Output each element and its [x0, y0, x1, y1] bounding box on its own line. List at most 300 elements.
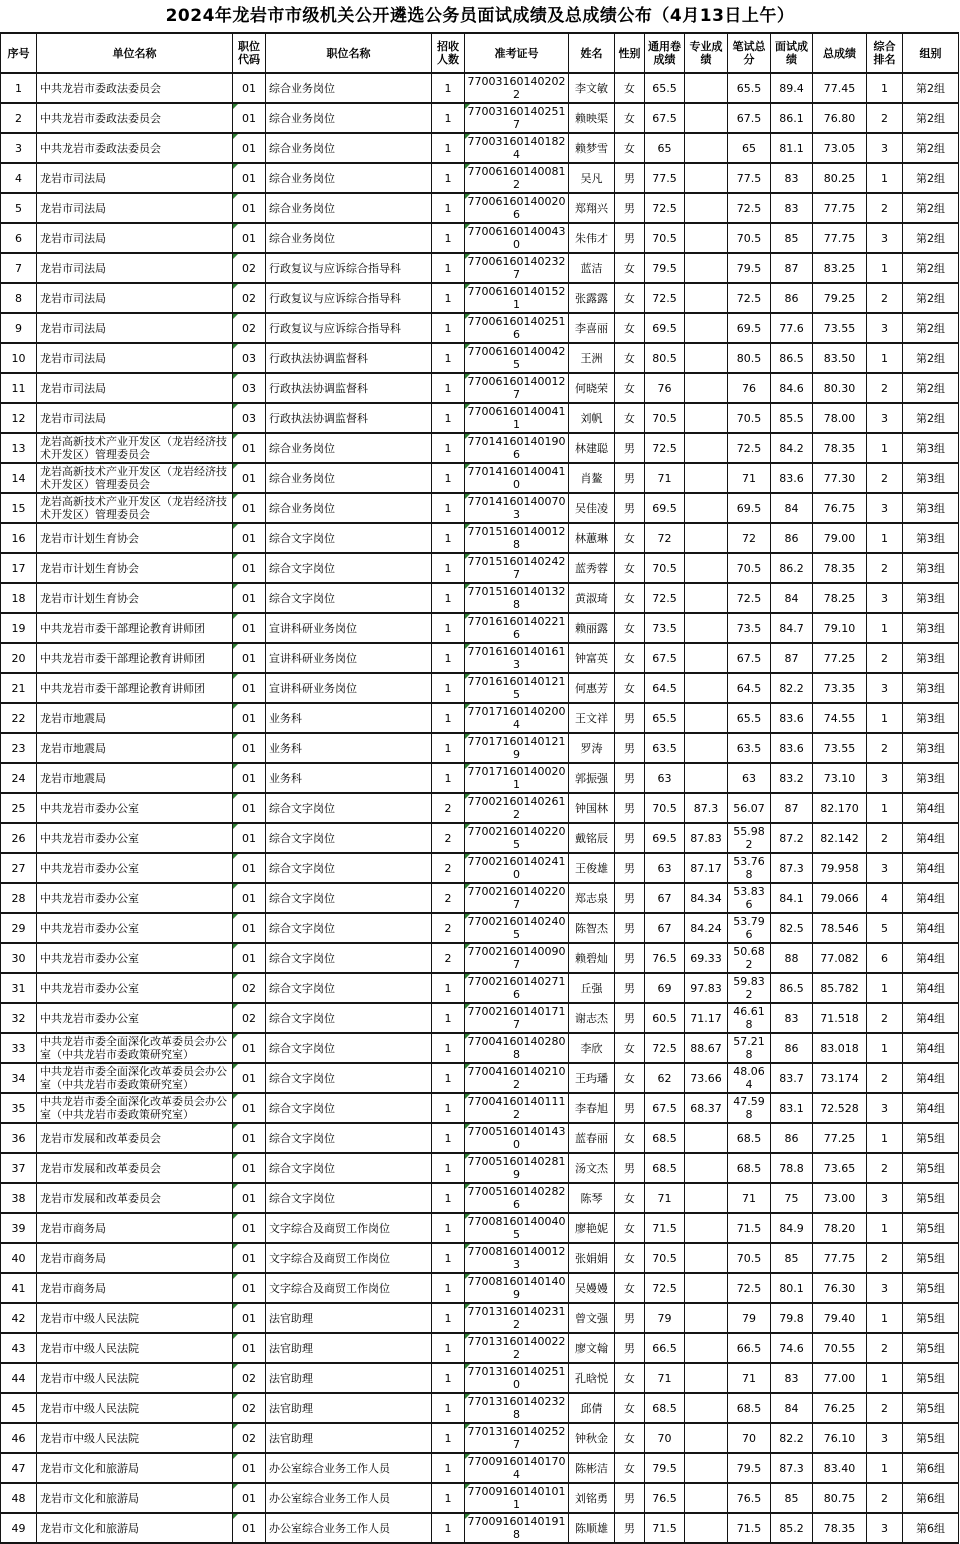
table-cell — [685, 193, 728, 223]
table-row — [1, 223, 959, 253]
table-cell: 11 — [1, 373, 37, 403]
column-header-8: 通用卷成绩 — [645, 33, 685, 73]
table-row — [1, 1243, 959, 1273]
table-cell: 2 — [867, 1243, 903, 1273]
table-cell: 770131601402328 — [465, 1393, 569, 1423]
table-cell: 69.33 — [685, 943, 728, 973]
table-cell: 1 — [432, 493, 465, 523]
table-cell: 综合文字岗位 — [266, 1153, 432, 1183]
table-cell: 龙岩市司法局 — [37, 403, 233, 433]
table-cell: 王文祥 — [569, 703, 615, 733]
cell-flag-triangle-icon — [233, 824, 238, 829]
table-cell: 3 — [867, 673, 903, 703]
table-cell: 78.00 — [813, 403, 867, 433]
table-cell: 01 — [233, 913, 266, 943]
table-cell: 综合业务岗位 — [266, 73, 432, 103]
table-cell: 01 — [233, 1063, 266, 1093]
table-cell: 72.5 — [728, 283, 771, 313]
cell-flag-triangle-icon — [233, 224, 238, 229]
table-cell: 综合文字岗位 — [266, 823, 432, 853]
table-cell: 龙岩市中级人民法院 — [37, 1303, 233, 1333]
table-cell: 79.8 — [771, 1303, 813, 1333]
table-cell: 88 — [771, 943, 813, 973]
table-cell: 87.3 — [771, 1453, 813, 1483]
cell-flag-triangle-icon — [233, 584, 238, 589]
table-cell — [685, 1363, 728, 1393]
table-cell: 72.5 — [645, 1273, 685, 1303]
table-cell: 770081601400405 — [465, 1213, 569, 1243]
table-cell: 770031601402022 — [465, 73, 569, 103]
table-cell: 85.5 — [771, 403, 813, 433]
table-cell: 83.018 — [813, 1033, 867, 1063]
cell-flag-triangle-icon — [465, 1304, 470, 1309]
table-cell: 第2组 — [903, 103, 959, 133]
table-cell: 68.5 — [728, 1123, 771, 1153]
table-cell: 综合文字岗位 — [266, 1033, 432, 1063]
table-cell: 73.10 — [813, 763, 867, 793]
table-cell — [685, 1513, 728, 1543]
table-cell: 86.2 — [771, 553, 813, 583]
table-cell: 1 — [867, 793, 903, 823]
table-cell: 陈琴 — [569, 1183, 615, 1213]
table-row — [1, 763, 959, 793]
table-cell: 01 — [233, 1153, 266, 1183]
table-cell: 01 — [233, 1213, 266, 1243]
table-cell: 行政执法协调监督科 — [266, 373, 432, 403]
table-cell: 85.782 — [813, 973, 867, 1003]
table-cell: 770061601401521 — [465, 283, 569, 313]
table-cell: 68.5 — [645, 1123, 685, 1153]
table-cell: 2 — [867, 823, 903, 853]
table-cell: 770061601400425 — [465, 343, 569, 373]
table-cell: 男 — [615, 493, 645, 523]
table-cell: 1 — [867, 343, 903, 373]
table-cell: 第3组 — [903, 523, 959, 553]
table-cell: 76 — [728, 373, 771, 403]
column-header-11: 面试成绩 — [771, 33, 813, 73]
table-cell: 1 — [432, 673, 465, 703]
cell-flag-triangle-icon — [465, 134, 470, 139]
cell-flag-triangle-icon — [465, 1484, 470, 1489]
column-header-6: 姓名 — [569, 33, 615, 73]
column-header-2: 职位代码 — [233, 33, 266, 73]
table-cell: 77.00 — [813, 1363, 867, 1393]
table-row — [1, 1153, 959, 1183]
cell-flag-triangle-icon — [465, 614, 470, 619]
table-cell: 第6组 — [903, 1513, 959, 1543]
table-cell: 男 — [615, 793, 645, 823]
table-row — [1, 1003, 959, 1033]
table-cell: 65.5 — [728, 73, 771, 103]
table-cell — [685, 1123, 728, 1153]
table-cell: 770091601401704 — [465, 1453, 569, 1483]
cell-flag-triangle-icon — [233, 944, 238, 949]
table-row — [1, 1363, 959, 1393]
cell-flag-triangle-icon — [465, 974, 470, 979]
table-cell: 74.55 — [813, 703, 867, 733]
table-cell: 综合文字岗位 — [266, 793, 432, 823]
table-cell: 第2组 — [903, 133, 959, 163]
table-cell: 2 — [867, 103, 903, 133]
table-cell: 84 — [771, 583, 813, 613]
column-header-9: 专业成绩 — [685, 33, 728, 73]
table-cell: 中共龙岩市委全面深化改革委员会办公室（中共龙岩市委政策研究室） — [37, 1063, 233, 1093]
table-cell: 770061601400430 — [465, 223, 569, 253]
table-cell: 廖文翰 — [569, 1333, 615, 1363]
table-cell: 朱伟才 — [569, 223, 615, 253]
table-cell: 77.30 — [813, 463, 867, 493]
table-cell: 男 — [615, 1513, 645, 1543]
table-cell: 12 — [1, 403, 37, 433]
table-cell: 83.6 — [771, 703, 813, 733]
table-cell: 女 — [615, 253, 645, 283]
table-cell: 赖梦雪 — [569, 133, 615, 163]
table-cell: 70.5 — [728, 1243, 771, 1273]
table-cell: 李欣 — [569, 1033, 615, 1063]
cell-flag-triangle-icon — [233, 1094, 238, 1099]
table-cell: 吴佳凌 — [569, 493, 615, 523]
table-cell: 14 — [1, 463, 37, 493]
table-cell: 78.25 — [813, 583, 867, 613]
table-row — [1, 643, 959, 673]
cell-flag-triangle-icon — [233, 644, 238, 649]
table-cell: 女 — [615, 643, 645, 673]
table-cell: 76.75 — [813, 493, 867, 523]
table-cell: 70.5 — [645, 1243, 685, 1273]
cell-flag-triangle-icon — [465, 494, 470, 499]
table-cell: 第3组 — [903, 433, 959, 463]
table-cell: 770091601401918 — [465, 1513, 569, 1543]
table-cell: 78.20 — [813, 1213, 867, 1243]
table-cell: 男 — [615, 823, 645, 853]
table-cell: 龙岩市司法局 — [37, 253, 233, 283]
cell-flag-triangle-icon — [465, 914, 470, 919]
table-cell: 79.00 — [813, 523, 867, 553]
table-cell: 770021601402207 — [465, 883, 569, 913]
table-cell: 男 — [615, 913, 645, 943]
table-cell: 1 — [432, 733, 465, 763]
table-cell: 行政执法协调监督科 — [266, 343, 432, 373]
table-cell: 83 — [771, 1363, 813, 1393]
table-cell: 71.5 — [728, 1213, 771, 1243]
cell-flag-triangle-icon — [233, 1244, 238, 1249]
table-cell: 龙岩市发展和改革委员会 — [37, 1153, 233, 1183]
table-cell — [685, 1183, 728, 1213]
table-cell: 01 — [233, 583, 266, 613]
table-cell: 黄淑琦 — [569, 583, 615, 613]
table-cell: 8 — [1, 283, 37, 313]
table-cell: 84.6 — [771, 373, 813, 403]
table-cell: 第4组 — [903, 973, 959, 1003]
table-cell — [685, 673, 728, 703]
table-cell: 女 — [615, 343, 645, 373]
table-cell: 77.082 — [813, 943, 867, 973]
table-cell: 01 — [233, 1483, 266, 1513]
table-cell: 01 — [233, 433, 266, 463]
table-cell: 31 — [1, 973, 37, 1003]
table-cell: 龙岩市司法局 — [37, 283, 233, 313]
table-cell: 1 — [432, 1093, 465, 1123]
table-cell: 1 — [432, 433, 465, 463]
table-cell: 70.5 — [728, 403, 771, 433]
table-cell: 770051601402826 — [465, 1183, 569, 1213]
table-cell: 73.66 — [685, 1063, 728, 1093]
table-cell: 女 — [615, 1273, 645, 1303]
table-cell: 77.25 — [813, 643, 867, 673]
table-cell: 1 — [867, 973, 903, 1003]
table-cell: 1 — [867, 253, 903, 283]
table-cell: 77.5 — [645, 163, 685, 193]
table-cell: 第4组 — [903, 823, 959, 853]
table-cell: 综合业务岗位 — [266, 433, 432, 463]
table-cell: 1 — [432, 613, 465, 643]
table-cell: 5 — [867, 913, 903, 943]
table-cell: 龙岩市计划生育协会 — [37, 583, 233, 613]
table-cell: 770131601402527 — [465, 1423, 569, 1453]
table-cell: 综合文字岗位 — [266, 1093, 432, 1123]
table-cell: 第5组 — [903, 1363, 959, 1393]
table-cell: 第3组 — [903, 763, 959, 793]
table-cell: 龙岩市司法局 — [37, 373, 233, 403]
table-cell: 3 — [867, 403, 903, 433]
cell-flag-triangle-icon — [465, 764, 470, 769]
table-row — [1, 583, 959, 613]
table-cell: 2 — [867, 733, 903, 763]
table-cell: 7 — [1, 253, 37, 283]
table-cell: 女 — [615, 313, 645, 343]
table-cell: 第6组 — [903, 1483, 959, 1513]
table-cell: 1 — [432, 1213, 465, 1243]
table-cell: 770021601402405 — [465, 913, 569, 943]
table-cell: 770041601402102 — [465, 1063, 569, 1093]
table-cell: 第2组 — [903, 193, 959, 223]
table-cell: 86 — [771, 1123, 813, 1153]
table-cell: 女 — [615, 1183, 645, 1213]
table-cell: 71 — [728, 1363, 771, 1393]
table-cell: 63 — [728, 763, 771, 793]
table-cell: 85 — [771, 223, 813, 253]
table-cell: 87.83 — [685, 823, 728, 853]
table-cell: 770021601402410 — [465, 853, 569, 883]
table-cell: 74.6 — [771, 1333, 813, 1363]
table-cell: 陈彬洁 — [569, 1453, 615, 1483]
cell-flag-triangle-icon — [465, 734, 470, 739]
table-cell — [685, 163, 728, 193]
table-cell: 63 — [645, 763, 685, 793]
table-cell: 76.30 — [813, 1273, 867, 1303]
table-cell: 第6组 — [903, 1453, 959, 1483]
table-cell: 01 — [233, 523, 266, 553]
table-cell: 01 — [233, 943, 266, 973]
table-cell: 84.24 — [685, 913, 728, 943]
table-cell: 01 — [233, 103, 266, 133]
table-cell — [685, 403, 728, 433]
table-cell: 第2组 — [903, 253, 959, 283]
table-cell: 2 — [867, 1393, 903, 1423]
column-header-10: 笔试总分 — [728, 33, 771, 73]
table-cell: 5 — [1, 193, 37, 223]
cell-flag-triangle-icon — [233, 554, 238, 559]
table-cell: 女 — [615, 1213, 645, 1243]
table-header — [1, 33, 959, 73]
table-cell: 龙岩市中级人民法院 — [37, 1393, 233, 1423]
table-cell: 72.5 — [645, 1033, 685, 1063]
table-cell: 47 — [1, 1453, 37, 1483]
table-cell: 第3组 — [903, 493, 959, 523]
table-cell: 中共龙岩市委政法委员会 — [37, 133, 233, 163]
table-cell: 宣讲科研业务岗位 — [266, 613, 432, 643]
table-cell: 43 — [1, 1333, 37, 1363]
table-cell: 龙岩高新技术产业开发区（龙岩经济技术开发区）管理委员会 — [37, 463, 233, 493]
table-cell: 01 — [233, 643, 266, 673]
table-cell: 76.10 — [813, 1423, 867, 1453]
table-cell: 男 — [615, 883, 645, 913]
table-cell: 76 — [645, 373, 685, 403]
table-cell: 综合文字岗位 — [266, 853, 432, 883]
cell-flag-triangle-icon — [233, 374, 238, 379]
table-row — [1, 613, 959, 643]
table-cell: 83.6 — [771, 733, 813, 763]
table-cell: 770061601402516 — [465, 313, 569, 343]
table-cell: 02 — [233, 283, 266, 313]
table-row — [1, 973, 959, 1003]
table-cell: 770131601402510 — [465, 1363, 569, 1393]
column-header-1: 单位名称 — [37, 33, 233, 73]
table-cell: 综合文字岗位 — [266, 1183, 432, 1213]
table-cell: 1 — [432, 523, 465, 553]
table-cell: 1 — [867, 613, 903, 643]
table-cell: 01 — [233, 823, 266, 853]
table-cell: 王俊雄 — [569, 853, 615, 883]
table-cell: 02 — [233, 1423, 266, 1453]
table-cell: 综合文字岗位 — [266, 1003, 432, 1033]
table-cell: 中共龙岩市委办公室 — [37, 973, 233, 1003]
table-cell: 85.2 — [771, 1513, 813, 1543]
table-body — [1, 73, 959, 1543]
table-cell: 6 — [867, 943, 903, 973]
table-cell: 87.3 — [685, 793, 728, 823]
table-cell: 03 — [233, 343, 266, 373]
cell-flag-triangle-icon — [233, 164, 238, 169]
table-cell: 770031601402517 — [465, 103, 569, 133]
table-cell: 70.5 — [645, 403, 685, 433]
table-cell: 67.5 — [645, 1093, 685, 1123]
table-row — [1, 793, 959, 823]
table-cell: 48 — [1, 1483, 37, 1513]
table-cell — [685, 103, 728, 133]
table-cell: 47.598 — [728, 1093, 771, 1123]
table-cell: 男 — [615, 973, 645, 1003]
table-cell: 1 — [432, 1123, 465, 1153]
table-cell: 郑志泉 — [569, 883, 615, 913]
table-cell: 第3组 — [903, 673, 959, 703]
table-cell: 83.40 — [813, 1453, 867, 1483]
cell-flag-triangle-icon — [465, 374, 470, 379]
table-cell: 70.5 — [728, 553, 771, 583]
table-cell: 03 — [233, 373, 266, 403]
table-cell: 82.142 — [813, 823, 867, 853]
table-cell: 770051601402819 — [465, 1153, 569, 1183]
table-row — [1, 313, 959, 343]
table-cell: 第4组 — [903, 1093, 959, 1123]
table-cell — [685, 643, 728, 673]
table-cell: 办公室综合业务工作人员 — [266, 1483, 432, 1513]
table-cell: 第5组 — [903, 1303, 959, 1333]
table-cell: 2 — [867, 553, 903, 583]
table-cell: 6 — [1, 223, 37, 253]
cell-flag-triangle-icon — [465, 1124, 470, 1129]
table-cell: 87.3 — [771, 853, 813, 883]
table-cell: 谢志杰 — [569, 1003, 615, 1033]
table-cell: 01 — [233, 73, 266, 103]
column-header-12: 总成绩 — [813, 33, 867, 73]
table-cell: 陈智杰 — [569, 913, 615, 943]
table-cell: 李喜丽 — [569, 313, 615, 343]
table-cell: 1 — [432, 1063, 465, 1093]
table-cell: 73.65 — [813, 1153, 867, 1183]
table-cell: 55.982 — [728, 823, 771, 853]
table-cell: 综合业务岗位 — [266, 463, 432, 493]
table-cell: 80.30 — [813, 373, 867, 403]
table-cell: 邱倩 — [569, 1393, 615, 1423]
table-cell: 72.5 — [645, 283, 685, 313]
table-row — [1, 193, 959, 223]
table-cell: 72.5 — [728, 193, 771, 223]
table-cell: 01 — [233, 703, 266, 733]
table-cell: 53.768 — [728, 853, 771, 883]
table-cell: 2 — [867, 193, 903, 223]
table-cell: 2 — [432, 883, 465, 913]
table-cell: 70.55 — [813, 1333, 867, 1363]
table-cell: 1 — [432, 1333, 465, 1363]
table-cell: 1 — [432, 253, 465, 283]
table-cell: 女 — [615, 133, 645, 163]
table-cell: 01 — [233, 223, 266, 253]
cell-flag-triangle-icon — [465, 1454, 470, 1459]
table-cell: 中共龙岩市委办公室 — [37, 793, 233, 823]
cell-flag-triangle-icon — [233, 884, 238, 889]
cell-flag-triangle-icon — [465, 524, 470, 529]
table-cell: 79.10 — [813, 613, 867, 643]
table-cell — [685, 1213, 728, 1243]
table-cell: 01 — [233, 853, 266, 883]
table-cell: 01 — [233, 1333, 266, 1363]
table-cell: 56.07 — [728, 793, 771, 823]
table-cell: 1 — [432, 73, 465, 103]
table-cell: 59.832 — [728, 973, 771, 1003]
table-cell: 第4组 — [903, 943, 959, 973]
table-cell: 77.5 — [728, 163, 771, 193]
table-cell: 73.55 — [813, 733, 867, 763]
table-cell: 中共龙岩市委干部理论教育讲师团 — [37, 643, 233, 673]
table-cell: 770141601400703 — [465, 493, 569, 523]
table-cell: 3 — [867, 133, 903, 163]
table-cell: 郑翔兴 — [569, 193, 615, 223]
table-cell: 男 — [615, 943, 645, 973]
table-cell: 26 — [1, 823, 37, 853]
table-cell: 67.5 — [728, 643, 771, 673]
table-cell — [685, 1393, 728, 1423]
table-cell: 文字综合及商贸工作岗位 — [266, 1243, 432, 1273]
table-cell: 1 — [432, 1303, 465, 1333]
table-cell: 2 — [867, 1063, 903, 1093]
table-cell: 3 — [1, 133, 37, 163]
table-cell: 第5组 — [903, 1423, 959, 1453]
table-cell: 84.1 — [771, 883, 813, 913]
table-cell: 第2组 — [903, 163, 959, 193]
table-cell — [685, 73, 728, 103]
table-cell: 72.5 — [728, 583, 771, 613]
